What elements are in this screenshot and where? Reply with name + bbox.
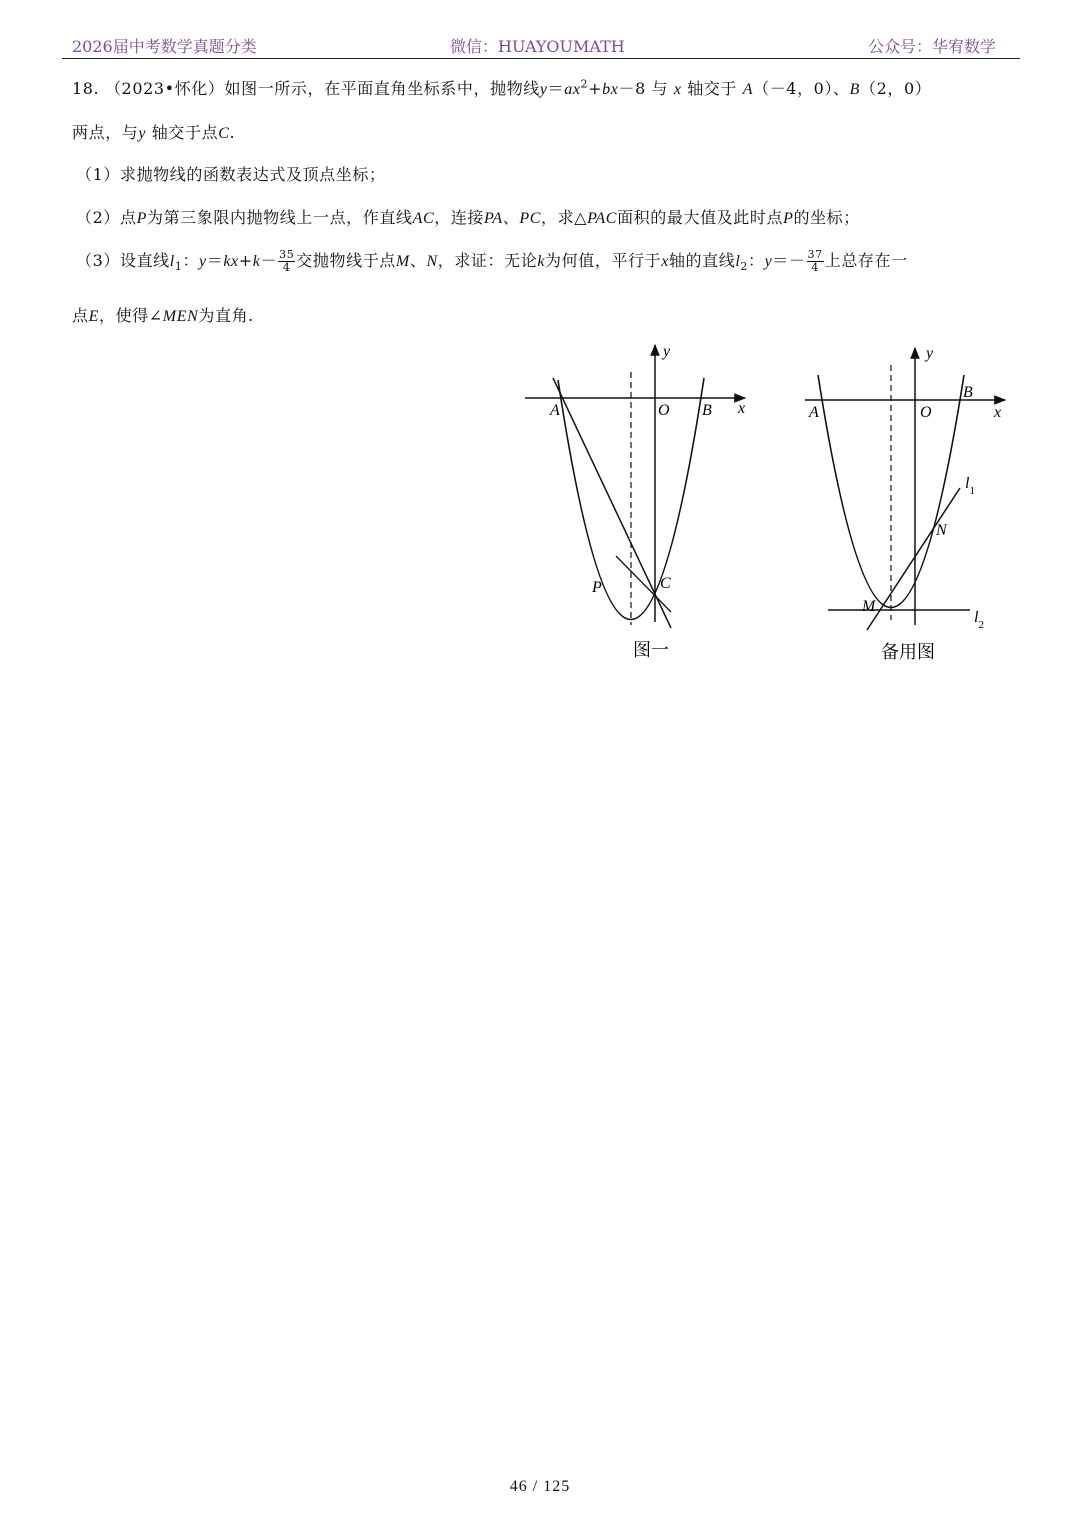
point-p: P	[136, 210, 147, 227]
header-official-account: 公众号：华宥数学	[867, 37, 996, 56]
x-variable: x	[673, 81, 682, 98]
fraction-denominator: 4	[811, 261, 819, 274]
fig2-label-l2-letter: l	[974, 609, 979, 626]
fig2-label-l1-subscript: 1	[969, 485, 975, 497]
problem-number: 18.	[72, 79, 100, 98]
coord-a: （－4，0）、	[753, 79, 850, 98]
coord-b: （2，0）	[860, 79, 932, 98]
fig2-label-l2-subscript: 2	[978, 619, 984, 631]
fraction-denominator: 4	[282, 261, 291, 274]
stem-text: 如图一所示，在平面直角坐标系中，抛物线	[224, 79, 540, 98]
stem-text: 轴交于	[687, 79, 738, 98]
stem-text: 两点，与	[72, 123, 139, 142]
line-l1: l	[169, 253, 175, 270]
q3-text: 、	[409, 251, 427, 270]
page-separator: /	[532, 1478, 539, 1495]
fig1-caption: 图一	[633, 640, 669, 660]
line-l2-subscript: 2	[740, 260, 749, 274]
figures	[0, 0, 1080, 700]
eq-rest: －8 与	[618, 79, 669, 98]
q3-y: y	[764, 253, 773, 270]
segment-pa: PA	[484, 210, 503, 227]
q2-text: ，连接	[434, 208, 485, 227]
fig1-label-c: C	[660, 575, 671, 592]
page-footer	[0, 1478, 1080, 1496]
q3-text: ，求证：无论	[437, 251, 538, 270]
x-variable: x	[661, 253, 669, 270]
q3-text: ，使得∠	[98, 306, 163, 325]
fig2-label-x: x	[994, 404, 1002, 421]
q3-kx: kx	[223, 253, 239, 270]
stem-text: 轴交于点	[151, 123, 219, 142]
point-b: B	[849, 81, 861, 98]
point-p: P	[783, 210, 794, 227]
eq-plus: +	[588, 79, 603, 98]
q3-minus: －	[260, 251, 278, 270]
point-c: C	[218, 125, 230, 142]
triangle-pac: PAC	[587, 210, 618, 227]
fig1-label-b: B	[702, 402, 712, 419]
figure-1	[525, 343, 745, 660]
q3-text: ：	[748, 251, 765, 270]
y-variable: y	[138, 125, 147, 142]
eq-y: y	[539, 81, 548, 98]
q2-text: 为第三象限内抛物线上一点，作直线	[146, 208, 413, 227]
q3-equals: ＝	[206, 251, 224, 270]
fig2-label-a: A	[809, 404, 819, 421]
q3-text: 交抛物线于点	[296, 251, 396, 270]
eq-square: 2	[580, 77, 589, 91]
q2-text: 、	[502, 208, 520, 227]
q3-plus: +	[238, 251, 253, 270]
q2-text: （2）点	[76, 208, 137, 227]
q3-k: k	[537, 253, 546, 270]
fig1-label-x: x	[738, 400, 746, 417]
fig2-label-m: M	[862, 598, 876, 615]
q2-text: 的坐标；	[793, 208, 860, 227]
q3-y: y	[199, 253, 207, 270]
fraction-numerator: 35	[279, 248, 295, 261]
period: .	[229, 123, 236, 142]
point-m: M	[395, 253, 410, 270]
eq-bx: bx	[602, 81, 619, 98]
q2-text: ，求△	[541, 208, 588, 227]
q3-text: （3）设直线	[76, 251, 170, 270]
q3-equals-minus: ＝－	[772, 251, 806, 270]
line-l1-subscript: 1	[174, 260, 183, 274]
q3-k: k	[252, 253, 261, 270]
fig2-label-l1-letter: l	[965, 475, 970, 492]
fraction-numerator: 37	[807, 248, 823, 261]
q3-text: 点	[72, 306, 89, 325]
fig2-caption: 备用图	[881, 642, 935, 662]
segment-pc: PC	[519, 210, 541, 227]
point-e: E	[88, 308, 99, 325]
fig2-label-b: B	[963, 384, 973, 401]
problem-source: （2023•怀化）	[104, 79, 225, 98]
point-a: A	[742, 81, 754, 98]
q3-text: ：	[182, 251, 200, 270]
fig1-line-ac	[553, 378, 671, 628]
eq-equals: ＝	[547, 79, 565, 98]
line-ac: AC	[412, 210, 435, 227]
q3-text: 上总存在一	[824, 251, 908, 270]
fig2-label-l1	[965, 475, 975, 497]
fig2-label-o: O	[920, 404, 932, 421]
current-page: 46	[509, 1478, 528, 1495]
fig1-label-y: y	[663, 343, 671, 360]
fig2-label-y: y	[926, 345, 934, 362]
q3-text: 为直角.	[198, 306, 254, 325]
q2-text: 面积的最大值及此时点	[617, 208, 784, 227]
q3-text: 轴的直线	[668, 251, 736, 270]
fig2-label-l2	[974, 609, 984, 631]
fig1-label-p: P	[592, 579, 602, 596]
angle-men: MEN	[162, 308, 199, 325]
line-l2: l	[735, 253, 741, 270]
fig1-label-o: O	[658, 402, 670, 419]
eq-ax: ax	[564, 81, 581, 98]
q3-text: 为何值，平行于	[545, 251, 662, 270]
fig2-label-n: N	[936, 522, 947, 539]
figure-2	[805, 345, 1005, 662]
point-n: N	[426, 253, 438, 270]
total-pages: 125	[543, 1478, 571, 1495]
fig1-label-a: A	[550, 402, 560, 419]
fig2-line-l1	[867, 488, 960, 630]
question-1-text: （1）求抛物线的函数表达式及顶点坐标；	[76, 165, 386, 184]
header-wechat: 微信：HUAYOUMATH	[450, 37, 625, 56]
header-series-title: 2026届中考数学真题分类	[72, 37, 257, 56]
